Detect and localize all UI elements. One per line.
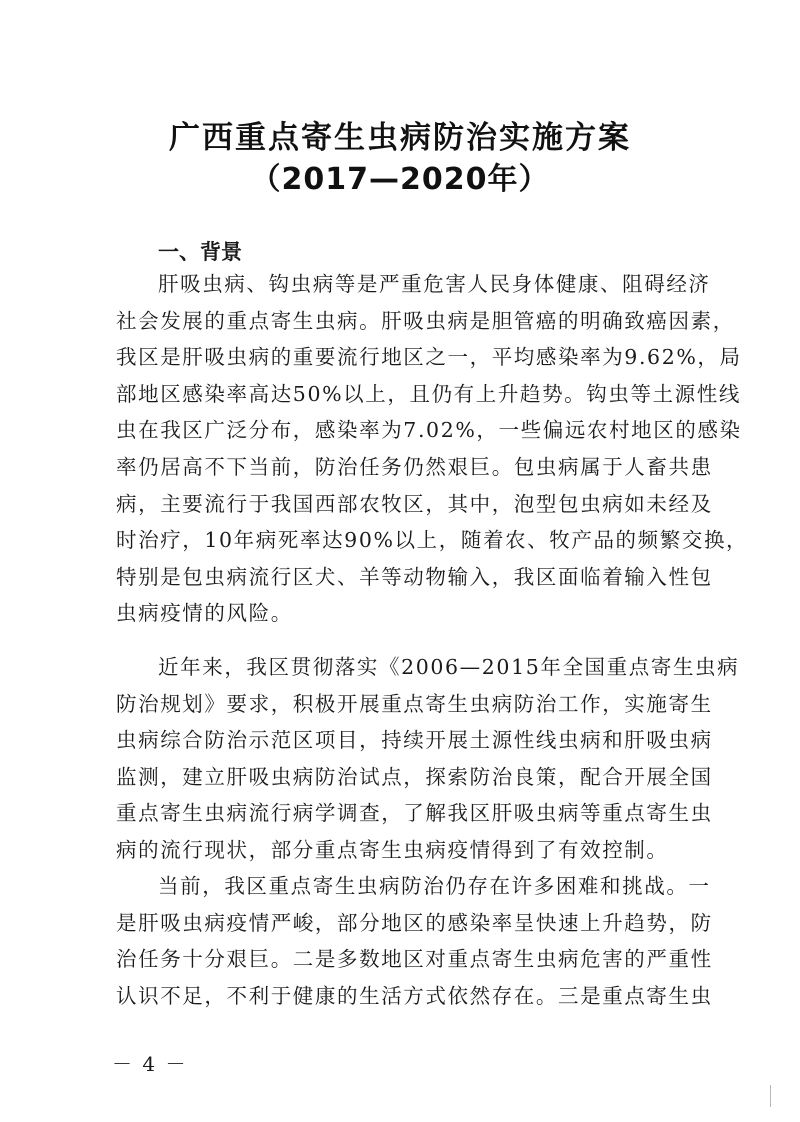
paragraph-line: 虫在我区广泛分布，感染率为7.02%，一些偏远农村地区的感染	[116, 418, 742, 443]
paragraph-line: 虫病疫情的风险。	[116, 601, 293, 626]
paragraph-line: 当前，我区重点寄生虫病防治仍存在许多困难和挑战。一	[158, 874, 711, 898]
paragraph-line: 肝吸虫病、钩虫病等是严重危害人民身体健康、阻碍经济	[158, 272, 711, 296]
paragraph-line: 防治规划》要求，积极开展重点寄生虫病防治工作，实施寄生	[116, 691, 713, 716]
paragraph-line: 认识不足，不利于健康的生活方式依然存在。三是重点寄生虫	[116, 983, 713, 1008]
paragraph-line: 治任务十分艰巨。二是多数地区对重点寄生虫病危害的严重性	[116, 947, 713, 972]
paragraph-line: 是肝吸虫病疫情严峻，部分地区的感染率呈快速上升趋势，防	[116, 910, 713, 935]
document-subtitle: （2017—2020年）	[250, 162, 550, 197]
paragraph-line: 部地区感染率高达50%以上，且仍有上升趋势。钩虫等土源性线	[116, 381, 741, 406]
paragraph-background-3	[116, 868, 716, 1014]
paragraph-line: 社会发展的重点寄生虫病。肝吸虫病是胆管癌的明确致癌因素，	[116, 308, 735, 333]
page-number: － 4 －	[112, 1052, 188, 1076]
paragraph-line: 病的流行现状，部分重点寄生虫病疫情得到了有效控制。	[116, 837, 669, 862]
paragraph-line: 特别是包虫病流行区犬、羊等动物输入，我区面临着输入性包	[116, 564, 713, 589]
paragraph-line: 时治疗，10年病死率达90%以上，随着农、牧产品的频繁交换，	[116, 528, 749, 553]
paragraph-line: 监测，建立肝吸虫病防治试点，探索防治良策，配合开展全国	[116, 764, 713, 789]
paragraph-line: 我区是肝吸虫病的重要流行地区之一，平均感染率为9.62%，局	[116, 345, 742, 370]
paragraph-line: 近年来，我区贯彻落实《2006—2015年全国重点寄生虫病	[158, 655, 740, 679]
paragraph-line: 病，主要流行于我国西部农牧区，其中，泡型包虫病如未经及	[116, 491, 713, 516]
paragraph-background-2	[116, 649, 740, 869]
document-title: 广西重点寄生虫病防治实施方案	[169, 120, 631, 156]
scan-edge-mark	[770, 1085, 771, 1107]
paragraph-line: 虫病综合防治示范区项目，持续开展土源性线虫病和肝吸虫病	[116, 728, 713, 753]
paragraph-line: 重点寄生虫病流行病学调查，了解我区肝吸虫病等重点寄生虫	[116, 801, 713, 826]
section-heading: 一、背景	[158, 240, 242, 264]
paragraph-background-1	[116, 266, 749, 632]
paragraph-line: 率仍居高不下当前，防治任务仍然艰巨。包虫病属于人畜共患	[116, 454, 713, 479]
